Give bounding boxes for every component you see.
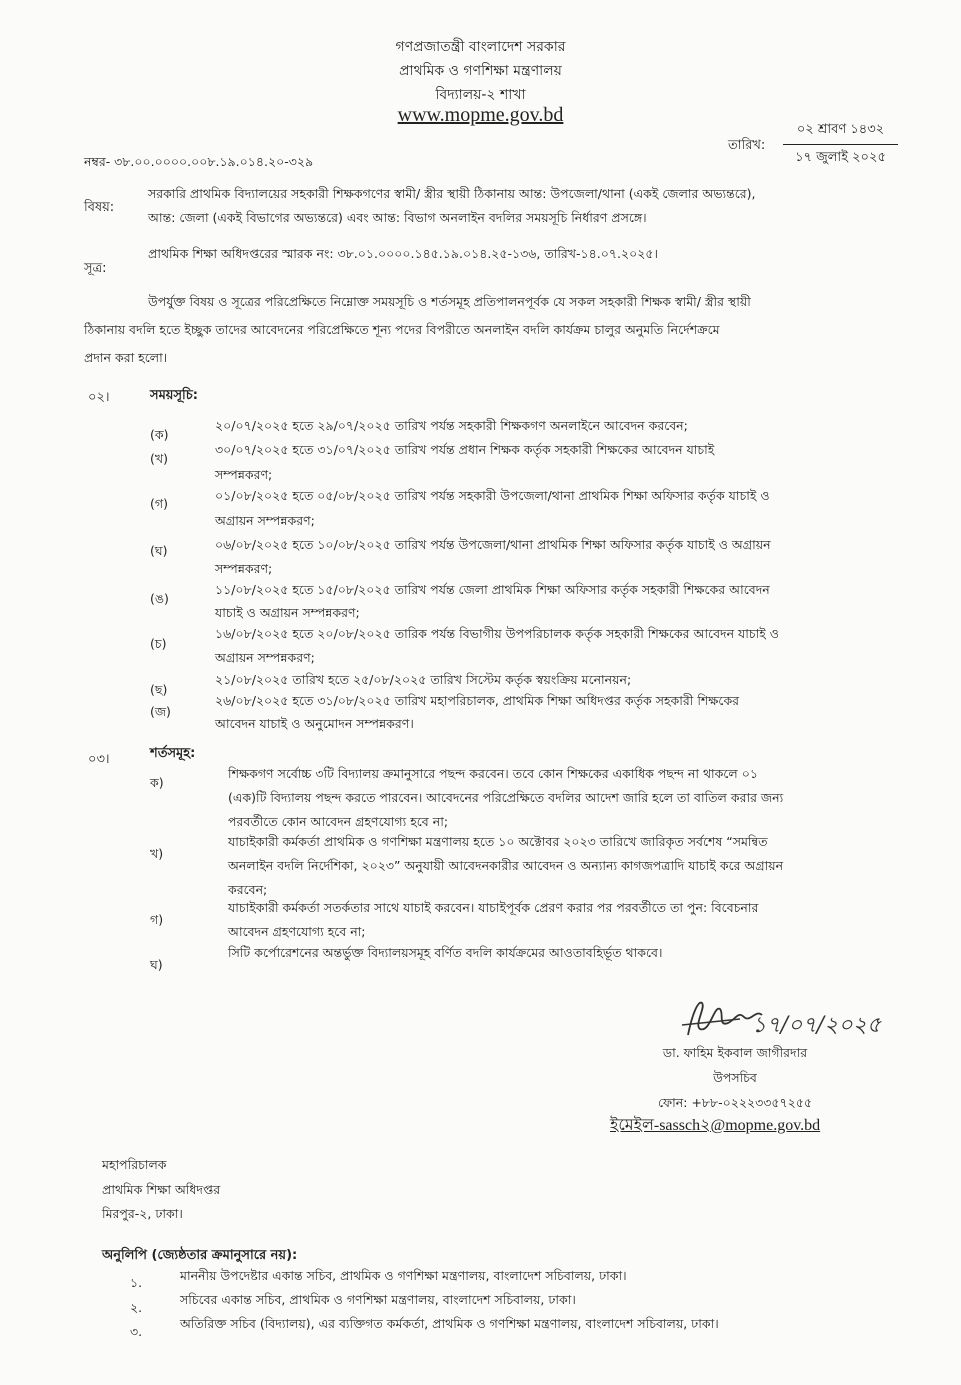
schedule-item-label: (খ) [150, 451, 168, 466]
condition-item-label: ক) [150, 775, 164, 790]
subject-line-1: সরকারি প্রাথমিক বিদ্যালয়ের সহকারী শিক্ষকগণের স্বামী/ স্ত্রীর স্থায়ী ঠিকানায় আন্ত: উপজেলা/থানা (একই জেলার অভ্যন্তরে), [148, 186, 756, 201]
schedule-item-label: (চ) [150, 636, 167, 651]
schedule-item-label: (ঙ) [150, 591, 169, 606]
condition-item-text: আবেদন গ্রহণযোগ্য হবে না; [228, 924, 366, 939]
schedule-item-text: আবেদন যাচাই ও অনুমোদন সম্পন্নকরণ। [215, 716, 414, 731]
schedule-item-label: (গ) [150, 496, 168, 511]
conditions-title: শর্তসমূহ: [150, 746, 196, 761]
schedule-item-text: ২০/০৭/২০২৫ হতে ২৯/০৭/২০২৫ তারিখ পর্যন্ত সহকারী শিক্ষকগণ অনলাইনে আবেদন করবেন; [215, 418, 688, 433]
copy-item-text: মাননীয় উপদেষ্টার একান্ত সচিব, প্রাথমিক ও গণশিক্ষা মন্ত্রণালয়, বাংলাদেশ সচিবালয়, ঢাকা। [180, 1268, 627, 1283]
schedule-item-text: ০১/০৮/২০২৫ হতে ০৫/০৮/২০২৫ তারিখ পর্যন্ত সহকারী উপজেলা/থানা প্রাথমিক শিক্ষা অফিসার কর্তৃক যাচাই ও [215, 488, 770, 503]
copy-item-text: অতিরিক্ত সচিব (বিদ্যালয়), এর ব্যক্তিগত কর্মকর্তা, প্রাথমিক ও গণশিক্ষা মন্ত্রণালয়, বাংলাদেশ সচিবালয়, ঢাকা। [180, 1316, 719, 1331]
copy-item-label: ৩. [130, 1324, 143, 1339]
schedule-item-text: সম্পন্নকরণ; [215, 561, 273, 576]
signatory-email[interactable]: ইমেইল-sassch২@mopme.gov.bd [610, 1117, 821, 1134]
schedule-title: সময়সূচি: [150, 388, 198, 403]
schedule-item-text: ১৬/০৮/২০২৫ হতে ২০/০৮/২০২৫ তারিক পর্যন্ত বিভাগীয় উপপরিচালক কর্তৃক সহকারী শিক্ষকের আবেদন যাচাই ও [215, 626, 779, 641]
reference-text: প্রাথমিক শিক্ষা অধিদপ্তরের স্মারক নং: ৩৮.০১.০০০০.১৪৫.১৯.০১৪.২৫-১৩৬, তারিখ-১৪.০৭.২০২৫। [148, 246, 658, 261]
condition-item-text: করবেন; [228, 882, 268, 897]
signature-date: ১৭/০৭/২০২৫ [752, 1013, 882, 1038]
recipient-line-1: মহাপরিচালক [102, 1157, 167, 1172]
schedule-item-text: সম্পন্নকরণ; [215, 467, 273, 482]
condition-item-text: যাচাইকারী কর্মকর্তা সতর্কতার সাথে যাচাই করবেন। যাচাইপূর্বক প্রেরণ করার পর পরবর্তীতে তা পুন: বিবেচনার [228, 900, 759, 915]
ministry-name: প্রাথমিক ও গণশিক্ষা মন্ত্রণালয় [399, 63, 562, 79]
govt-name: গণপ্রজাতন্ত্রী বাংলাদেশ সরকার [395, 39, 566, 55]
schedule-item-text: ২৬/০৮/২০২৫ হতে ৩১/০৮/২০২৫ তারিখ মহাপরিচালক, প্রাথমিক শিক্ষা অধিদপ্তর কর্তৃক সহকারী শিক্ষকের [215, 693, 740, 708]
reference-label: সূত্র: [84, 261, 107, 276]
copy-item-label: ২. [130, 1300, 143, 1315]
date-bangla: ০২ শ্রাবণ ১৪৩২ [783, 120, 898, 145]
copies-title: অনুলিপি (জ্যেষ্ঠতার ক্রমানুসারে নয়): [102, 1248, 298, 1263]
website-link[interactable]: www.mopme.gov.bd [397, 104, 564, 126]
schedule-item-text: ২১/০৮/২০২৫ তারিখ হতে ২৫/০৮/২০২৫ তারিখ সিস্টেম কর্তৃক স্বয়ংক্রিয় মনোনয়ন; [215, 672, 632, 687]
signatory-designation: উপসচিব [713, 1070, 757, 1085]
memo-number: নম্বর- ৩৮.০০.০০০০.০০৮.১৯.০১৪.২০-৩২৯ [84, 154, 314, 169]
schedule-item-label: (ক) [150, 427, 169, 442]
condition-item-text: অনলাইন বদলি নির্দেশিকা, ২০২৩” অনুযায়ী আবেদনকারীর আবেদন ও অন্যান্য কাগজপত্রাদি যাচাই করে অগ্রায়ন [228, 858, 784, 873]
intro-line-2: ঠিকানায় বদলি হতে ইচ্ছুক তাদের আবেদনের পরিপ্রেক্ষিতে শূন্য পদের বিপরীতে অনলাইন বদলি কার্যক্রম চালুর অনুমতি নির্দেশক্রমে [84, 322, 720, 337]
date-english: ১৭ জুলাই ২০২৫ [795, 150, 886, 165]
copy-item-text: সচিবের একান্ত সচিব, প্রাথমিক ও গণশিক্ষা মন্ত্রণালয়, বাংলাদেশ সচিবালয়, ঢাকা। [180, 1292, 576, 1307]
condition-item-text: যাচাইকারী কর্মকর্তা প্রাথমিক ও গণশিক্ষা মন্ত্রণালয় হতে ১০ অক্টোবর ২০২৩ তারিখে জারিকৃত সর্বশেষ “সমন্বিত [228, 834, 768, 849]
subject-line-2: আন্ত: জেলা (একই বিভাগের অভ্যন্তরে) এবং আন্ত: বিভাগ অনলাইন বদলির সময়সূচি নির্ধারণ প্রসঙ্গে। [148, 210, 647, 225]
condition-item-text: পরবর্তীতে কোন আবেদন গ্রহণযোগ্য হবে না; [228, 814, 449, 829]
subject-label: বিষয়: [84, 200, 115, 215]
signatory-name: ডা. ফাহিম ইকবাল জাগীরদার [662, 1045, 808, 1060]
branch-name: বিদ্যালয়-২ শাখা [435, 87, 526, 103]
recipient-line-3: মিরপুর-২, ঢাকা। [102, 1206, 183, 1221]
condition-item-text: শিক্ষকগণ সর্বোচ্চ ৩টি বিদ্যালয় ক্রমানুসারে পছন্দ করবেন। তবে কোন শিক্ষকের একাধিক পছন্দ না থাকলে ০১ [228, 766, 758, 781]
copy-item-label: ১. [130, 1275, 143, 1290]
condition-item-label: গ) [150, 912, 164, 927]
schedule-item-label: (জ) [150, 704, 171, 719]
signatory-phone: ফোন: +৮৮-০২২২৩৩৫৭২৫৫ [657, 1095, 813, 1110]
date-label: তারিখ: [728, 138, 766, 153]
condition-item-label: খ) [150, 846, 164, 861]
schedule-item-text: ১১/০৮/২০২৫ হতে ১৫/০৮/২০২৫ তারিখ পর্যন্ত জেলা প্রাথমিক শিক্ষা অফিসার কর্তৃক সহকারী শিক্ষকের আবেদন [215, 582, 770, 597]
condition-item-label: ঘ) [150, 957, 163, 972]
recipient-line-2: প্রাথমিক শিক্ষা অধিদপ্তর [102, 1182, 221, 1197]
schedule-item-text: অগ্রায়ন সম্পন্নকরণ; [215, 513, 315, 528]
schedule-item-text: ০৬/০৮/২০২৫ হতে ১০/০৮/২০২৫ তারিখ পর্যন্ত উপজেলা/থানা প্রাথমিক শিক্ষা অফিসার কর্তৃক যাচাই ও অগ্রায়ন [215, 537, 771, 552]
schedule-item-text: অগ্রায়ন সম্পন্নকরণ; [215, 650, 315, 665]
schedule-number: ০২। [88, 390, 110, 405]
schedule-item-text: যাচাই ও অগ্রায়ন সম্পন্নকরণ; [215, 605, 360, 620]
intro-line-1: উপর্যুক্ত বিষয় ও সূত্রের পরিপ্রেক্ষিতে নিম্নোক্ত সময়সূচি ও শর্তসমূহ প্রতিপালনপূর্বক যে সকল সহকারী শিক্ষক স্বামী/ স্ত্রীর স্থায়ী [148, 294, 751, 309]
schedule-item-label: (ছ) [150, 682, 168, 697]
condition-item-text: (এক)টি বিদ্যালয় পছন্দ করতে পারবেন। আবেদনের পরিপ্রেক্ষিতে বদলির আদেশ জারি হলে তা বাতিল করার জন্য [228, 790, 784, 805]
schedule-item-text: ৩০/০৭/২০২৫ হতে ৩১/০৭/২০২৫ তারিখ পর্যন্ত প্রধান শিক্ষক কর্তৃক সহকারী শিক্ষকের আবেদন যাচাই [215, 442, 715, 457]
condition-item-text: সিটি কর্পোরেশনের অন্তর্ভুক্ত বিদ্যালয়সমূহ বর্ণিত বদলি কার্যক্রমের আওতাবহির্ভূত থাকবে। [228, 945, 663, 960]
conditions-number: ০৩। [88, 752, 110, 767]
schedule-item-label: (ঘ) [150, 543, 168, 558]
intro-line-3: প্রদান করা হলো। [84, 350, 168, 365]
